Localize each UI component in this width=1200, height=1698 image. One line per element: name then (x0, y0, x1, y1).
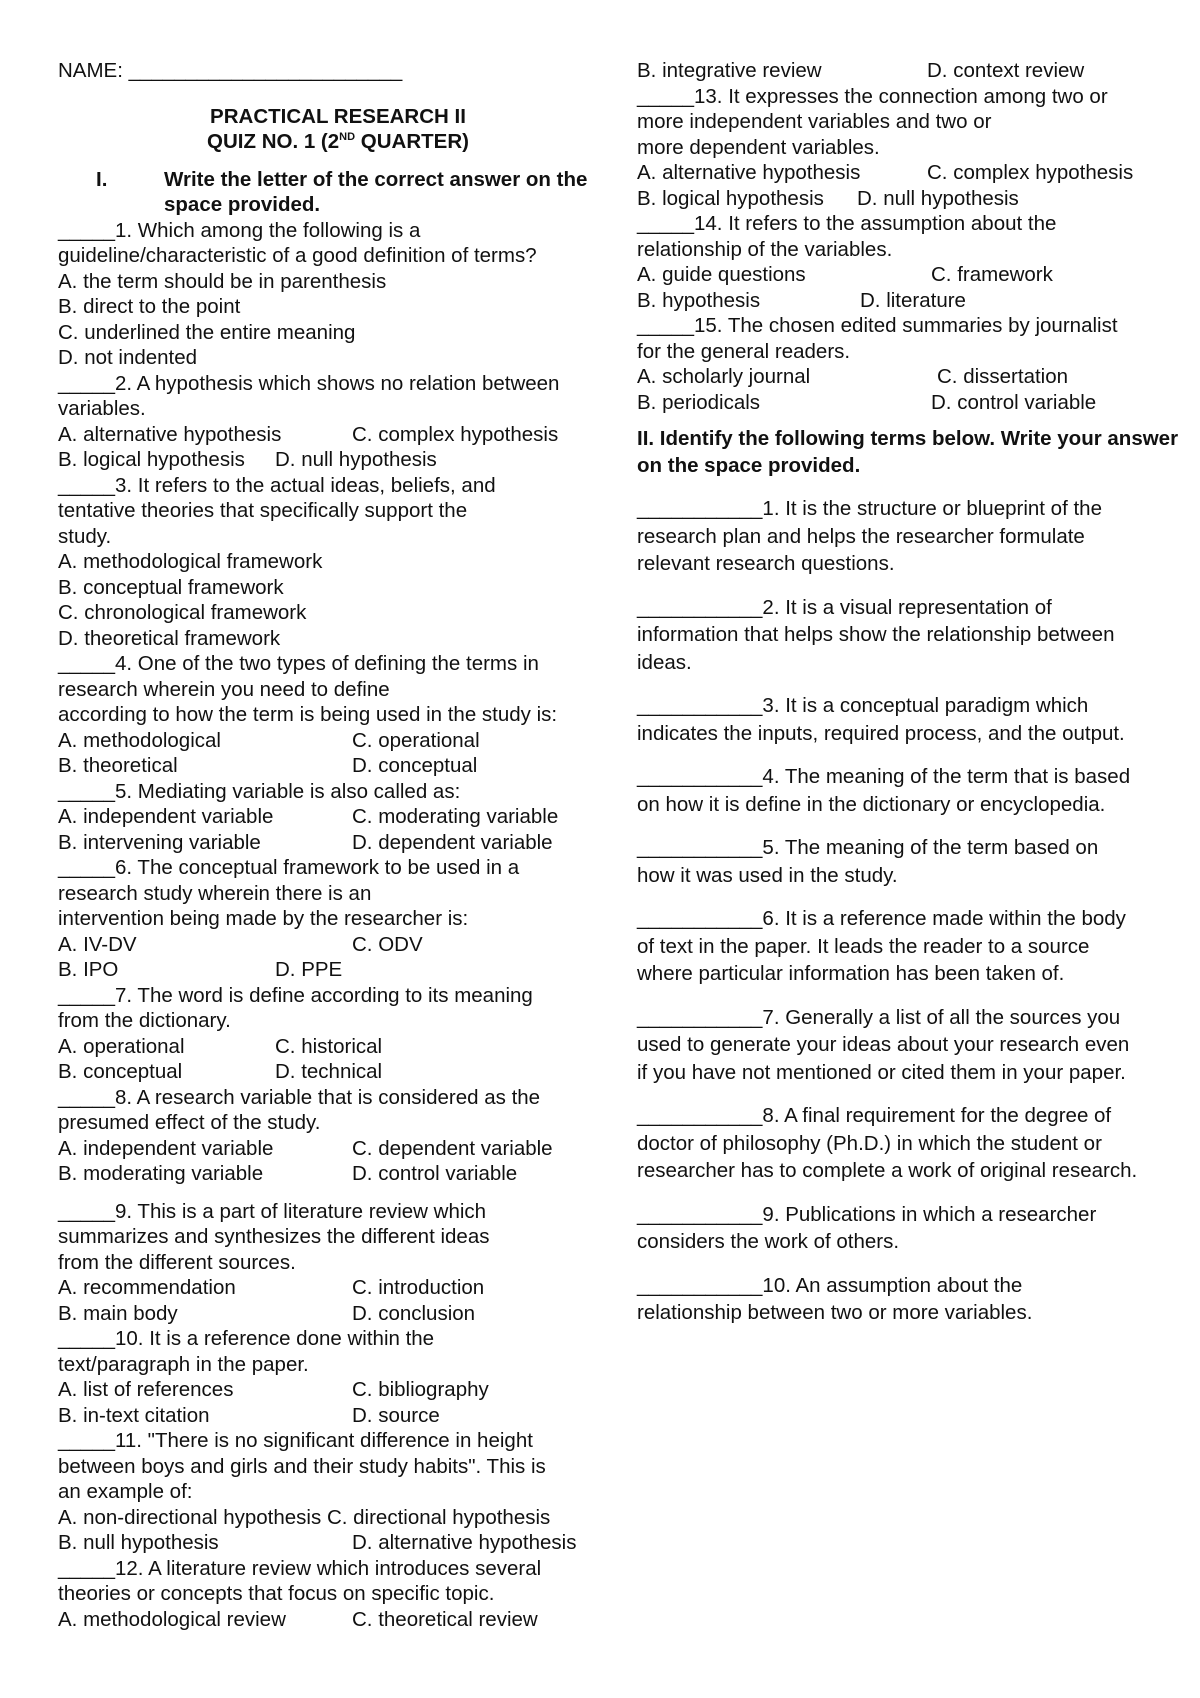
question-3: _____3. It refers to the actual ideas, beliefs, and tentative theories that specifically support the study. A. methodological framework B. conceptual framework C. chronological framework D. theoretical framework (58, 473, 496, 650)
identify-item-6: ___________6. It is a reference made within the body of text in the paper. It leads the reader to a source where particular information has been taken of. (637, 907, 1126, 985)
question-13: _____13. It expresses the connection among two or more independent variables and two or more dependent variables. A. alternative hypothesis C. complex hypothesis B. logical hypothesis D. null hypothesis (637, 84, 1134, 210)
question-1: _____1. Which among the following is a guideline/characteristic of a good definition of terms? A. the term should be in parenthesis B. direct to the point C. underlined the entire meaning D. not indented (58, 218, 537, 369)
question-4: _____4. One of the two types of defining the terms in research wherein you need to define according to how the term is being used in the study is: A. methodological C. operational B. theoretical D. conceptual (58, 652, 558, 777)
right-column (637, 58, 1192, 1327)
identify-item-10: ___________10. An assumption about the relationship between two or more variables. (637, 1273, 1033, 1324)
identify-item-7: ___________7. Generally a list of all the sources you used to generate your ideas about your research even if you have not mentioned or cited them in your paper. (637, 1005, 1130, 1084)
question-5: _____5. Mediating variable is also called as: A. independent variable C. moderating variable B. intervening variable D. dependent variable (58, 779, 559, 854)
identify-item-2: ___________2. It is a visual representation of information that helps show the relationship between ideas. (637, 595, 1115, 674)
identify-item-9: ___________9. Publications in which a researcher considers the work of others. (637, 1202, 1097, 1253)
quiz-title: PRACTICAL RESEARCH II (210, 104, 466, 128)
section-2-heading: II. Identify the following terms below. Write your answer on the space provided. (637, 427, 1179, 477)
question-8: _____8. A research variable that is considered as the presumed effect of the study. A. independent variable C. dependent variable B. moderating variable D. control variable (58, 1085, 553, 1185)
question-10: _____10. It is a reference done within the text/paragraph in the paper. A. list of references C. bibliography B. in-text citation D. source (58, 1327, 489, 1427)
name-field-label: NAME: ________________________ (58, 59, 403, 82)
left-column (58, 58, 618, 1632)
identify-item-4: ___________4. The meaning of the term that is based on how it is define in the dictionary or encyclopedia. (637, 765, 1131, 816)
question-12-continued: B. integrative review D. context review (637, 59, 1085, 82)
question-12: _____12. A literature review which introduces several theories or concepts that focus on specific topic. A. methodological review C. theoretical review (58, 1556, 542, 1631)
question-7: _____7. The word is define according to its meaning from the dictionary. A. operational C. historical B. conceptual D. technical (58, 983, 533, 1083)
question-2: _____2. A hypothesis which shows no relation between variables. A. alternative hypothesis C. complex hypothesis B. logical hypothesis D. null hypothesis (58, 371, 560, 471)
identify-item-8: ___________8. A final requirement for the degree of doctor of philosophy (Ph.D.) in which the student or researcher has to complete a work of original research. (637, 1104, 1138, 1182)
identify-item-5: ___________5. The meaning of the term based on how it was used in the study. (637, 836, 1099, 887)
quiz-subtitle: QUIZ NO. 1 (2ND QUARTER) (207, 130, 469, 153)
question-9: _____9. This is a part of literature review which summarizes and synthesizes the different ideas from the different sources. A. recommendation C. introduction B. main body D. conclusion (58, 1199, 490, 1325)
question-14: _____14. It refers to the assumption about the relationship of the variables. A. guide questions C. framework B. hypothesis D. literature (637, 212, 1057, 312)
question-6: _____6. The conceptual framework to be used in a research study wherein there is an intervention being made by the researcher is: A. IV-DV C. ODV B. IPO D. PPE (58, 856, 520, 981)
identify-item-1: ___________1. It is the structure or blueprint of the research plan and helps the researcher formulate relevant research questions. (637, 497, 1102, 575)
section-1-heading: I. Write the letter of the correct answer on the space provided. (96, 167, 588, 216)
identify-item-3: ___________3. It is a conceptual paradigm which indicates the inputs, required process, and the output. (637, 694, 1125, 745)
question-15: _____15. The chosen edited summaries by journalist for the general readers. A. scholarly journal C. dissertation B. periodicals D. control variable (637, 314, 1118, 414)
question-11: _____11. "There is no significant difference in height between boys and girls and their study habits". This is an example of: A. non-directional hypothesis C. directional hypothesis B. null hypothesis D. alternative hypothesis (58, 1429, 577, 1554)
